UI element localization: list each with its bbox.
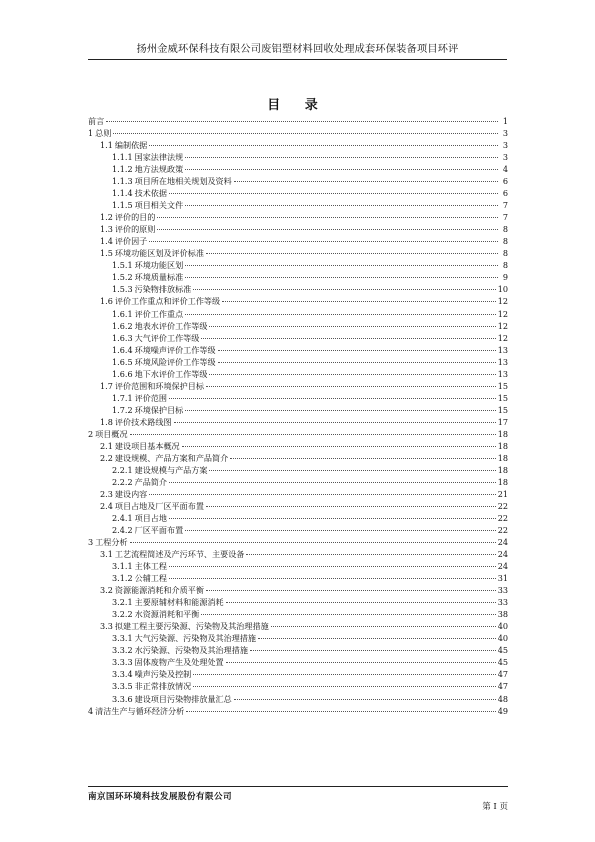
toc-dot-leader [186,710,495,712]
toc-entry-page: 8 [502,236,508,247]
toc-dot-leader [222,300,496,302]
toc-entry-title: 大气污染源、污染物及其治理措施 [134,633,257,644]
toc-entry[interactable] [88,115,508,127]
toc-entry[interactable] [88,344,508,356]
toc-dot-leader [169,397,496,399]
toc-entry-title: 工程分析 [95,537,128,548]
toc-entry-title: 环境保护目标 [134,404,184,415]
toc-entry-number: 1.7 [100,380,113,391]
toc-entry-title: 污染物排放标准 [134,284,192,295]
toc-entry-number: 2.4.2 [112,525,133,536]
toc-entry-number: 2.2 [100,452,113,463]
toc-entry-page: 18 [497,464,508,475]
toc-entry[interactable] [88,488,508,500]
toc-entry-title: 地表水评价工作等级 [134,320,208,331]
toc-entry-title: 工艺流程简述及产污环节、主要设备 [114,549,245,560]
page-footer [88,786,508,812]
toc-entry-title: 建设规模与产品方案 [134,464,208,475]
toc-dot-leader [149,493,495,495]
toc-entry-title: 项目所在地相关规划及资料 [134,176,232,187]
toc-dot-leader [218,361,496,363]
toc-dot-leader [209,373,495,375]
toc-entry-number: 3 [88,537,94,548]
toc-entry-page: 3 [502,152,508,163]
toc-entry-page: 13 [497,368,508,379]
toc-entry[interactable] [88,705,508,717]
toc-entry-title: 国家法律法规 [134,152,184,163]
toc-entry-page: 10 [497,284,508,295]
toc-entry[interactable] [88,187,508,199]
toc-entry-number: 3.3.1 [112,633,133,644]
toc-dot-leader [185,276,498,278]
toc-entry-number: 1.1 [100,140,113,151]
toc-entry-page: 7 [502,212,508,223]
toc-entry[interactable] [88,175,508,187]
toc-entry-page: 7 [502,200,508,211]
toc-entry-page: 18 [497,428,508,439]
toc-entry[interactable] [88,392,508,404]
toc-entry-page: 18 [497,452,508,463]
toc-dot-leader [193,685,495,687]
toc-entry[interactable] [88,680,508,692]
toc-entry-title: 拟建工程主要污染源、污染物及其治理措施 [114,621,269,632]
toc-entry[interactable] [88,560,508,572]
toc-dot-leader [201,613,495,615]
toc-entry[interactable] [88,139,508,151]
toc-entry-page: 8 [502,248,508,259]
toc-entry-number: 3.3.4 [112,669,133,680]
toc-dot-leader [193,288,495,290]
toc-entry-number: 1.5 [100,248,113,259]
toc-entry-title: 环境功能区划及评价标准 [114,248,204,259]
toc-dot-leader [157,228,498,230]
toc-entry-number: 3.2.2 [112,609,133,620]
header-title: 扬州金威环保科技有限公司废铝塑材料回收处理成套环保装备项目环评 [136,44,459,55]
toc-entry-page: 12 [497,320,508,331]
toc-entry-page: 12 [497,296,508,307]
toc-entry-page: 40 [497,621,508,632]
toc-entry-title: 环境质量标准 [134,272,184,283]
toc-entry-page: 45 [497,657,508,668]
toc-entry-page: 15 [497,404,508,415]
toc-entry-number: 1.5.3 [112,284,133,295]
toc-entry[interactable] [88,163,508,175]
toc-entry-number: 1.6.1 [112,308,133,319]
toc-entry-number: 1.5.1 [112,260,133,271]
toc-dot-leader [113,132,498,134]
toc-entry[interactable] [88,271,508,283]
toc-entry-number: 1.6.2 [112,320,133,331]
toc-entry-title: 技术依据 [134,188,167,199]
toc-entry-title: 产品简介 [134,476,167,487]
toc-entry[interactable] [88,476,508,488]
toc-entry[interactable] [88,199,508,211]
toc-entry-number: 1.7.2 [112,404,133,415]
toc-entry-title: 固体废物产生及处理处置 [134,657,224,668]
toc-entry-page: 22 [497,525,508,536]
toc-entry-title: 编制依据 [114,140,148,151]
toc-dot-leader [193,673,495,675]
toc-entry[interactable] [88,404,508,416]
toc-dot-leader [201,337,495,339]
toc-dot-leader [149,240,498,242]
toc-entry-page: 47 [497,669,508,680]
toc-dot-leader [206,589,496,591]
toc-dot-leader [246,553,495,555]
toc-entry-title: 非正常排放情况 [134,681,192,692]
toc-entry[interactable] [88,416,508,428]
toc-entry[interactable] [88,548,508,560]
toc-dot-leader [218,349,496,351]
toc-entry-title: 评价技术路线图 [114,416,172,427]
toc-entry[interactable] [88,127,508,139]
toc-entry-number: 2.2.1 [112,464,133,475]
toc-entry[interactable] [88,512,508,524]
toc-entry-title: 前言 [88,116,105,126]
toc-entry-title: 环境噪声评价工作等级 [134,344,216,355]
toc-entry-title: 项目占地 [134,513,167,524]
toc-dot-leader [185,204,498,206]
toc-dot-leader [206,505,496,507]
toc-entry[interactable] [88,644,508,656]
toc-entry[interactable] [88,620,508,632]
toc-entry[interactable] [88,235,508,247]
toc-entry-page: 4 [502,164,508,175]
toc-dot-leader [226,601,496,603]
toc-dot-leader [230,457,495,459]
toc-entry-page: 12 [497,308,508,319]
toc-entry[interactable] [88,608,508,620]
toc-entry-number: 1.6.5 [112,356,133,367]
toc-entry[interactable] [88,356,508,368]
footer-page-number: 第 I 页 [482,802,508,812]
toc-entry-page: 33 [497,597,508,608]
toc-dot-leader [169,192,498,194]
toc-dot-leader [174,421,496,423]
toc-entry[interactable] [88,632,508,644]
toc-entry-title: 主要原辅材料和能源消耗 [134,597,224,608]
toc-dot-leader [234,698,496,700]
toc-entry-number: 1.1.2 [112,164,133,175]
toc-dot-leader [106,120,498,122]
toc-entry-number: 2.4 [100,501,113,511]
toc-dot-leader [169,565,496,567]
toc-entry-title: 环境功能区划 [134,260,184,271]
toc-entry-page: 21 [497,488,508,499]
toc-dot-leader [209,469,495,471]
toc-dot-leader [149,144,498,146]
toc-entry-number: 1.5.2 [112,272,133,283]
toc-entry-title: 评价因子 [114,236,148,247]
toc-dot-leader [250,649,496,651]
toc-entry-number: 3.2 [100,585,113,596]
toc-entry-number: 3.3.5 [112,681,133,692]
toc-entry-page: 40 [497,633,508,644]
toc-entry-number: 3.3.6 [112,693,133,704]
toc-dot-leader [209,325,495,327]
toc-entry[interactable] [88,259,508,271]
toc-dot-leader [157,216,498,218]
toc-dot-leader [169,517,496,519]
toc-entry[interactable] [88,693,508,705]
footer-organization: 南京国环环境科技发展股份有限公司 [88,792,233,802]
toc-entry-page: 24 [497,561,508,572]
toc-entry-number: 3.2.1 [112,597,133,608]
toc-entry-page: 13 [497,356,508,367]
toc-entry-number: 3.3.2 [112,645,133,656]
toc-entry-title: 水污染源、污染物及其治理措施 [134,645,248,656]
toc-entry-page: 24 [497,549,508,560]
toc-entry-page: 38 [497,609,508,620]
toc-entry-number: 3.3.3 [112,657,133,668]
toc-entry[interactable] [88,295,508,307]
toc-entry[interactable] [88,572,508,584]
toc-entry-title: 评价范围 [134,392,167,403]
toc-entry[interactable] [88,151,508,163]
toc-entry-number: 2 [88,428,94,439]
toc-entry-number: 1.6.6 [112,368,133,379]
toc-entry[interactable] [88,283,508,295]
toc-dot-leader [206,252,498,254]
toc-dot-leader [130,433,496,435]
toc-entry-title: 环境风险评价工作等级 [134,356,216,367]
toc-entry-page: 1 [502,116,508,126]
toc-dot-leader [258,637,496,639]
toc-entry-title: 总则 [95,128,112,139]
toc-entry[interactable] [88,223,508,235]
toc-entry-title: 公辅工程 [134,573,167,584]
toc-dot-leader [169,577,496,579]
toc-entry-page: 9 [502,272,508,283]
toc-entry-title: 大气评价工作等级 [134,332,200,343]
toc-entry[interactable] [88,500,508,512]
toc-entry-page: 22 [497,513,508,524]
toc-entry-page: 8 [502,224,508,235]
toc-entry[interactable] [88,584,508,596]
toc-entry[interactable] [88,536,508,548]
toc-entry-number: 1 [88,128,94,139]
toc-entry-title: 评价范围和环境保护目标 [114,380,204,391]
toc-entry[interactable] [88,368,508,380]
toc-entry[interactable] [88,320,508,332]
toc-entry-title: 地方法规政策 [134,164,184,175]
toc-entry-number: 2.2.2 [112,476,133,487]
toc-entry-number: 1.1.1 [112,152,133,163]
toc-dot-leader [182,445,496,447]
page-title: 目 录 [267,98,328,113]
toc-entry-title: 主体工程 [134,561,167,572]
toc-entry-number: 2.3 [100,488,113,499]
toc-entry-title: 评价的原则 [114,224,156,235]
toc-entry-number: 3.1 [100,549,113,560]
toc-entry[interactable] [88,428,508,440]
toc-entry-title: 厂区平面布置 [134,525,184,536]
toc-entry-page: 8 [502,260,508,271]
toc-entry-number: 1.6.3 [112,332,133,343]
toc-entry-page: 45 [497,645,508,656]
toc-entry-number: 1.4 [100,236,113,247]
toc-entry-title: 评价工作重点 [134,308,184,319]
toc-entry-title: 建设项目污染物排放量汇总 [134,693,232,704]
toc-entry-page: 17 [497,416,508,427]
toc-dot-leader [271,625,496,627]
toc-entry[interactable] [88,668,508,680]
toc-entry-title: 资源能源消耗和介质平衡 [114,585,204,596]
page-header [88,40,507,60]
toc-dot-leader [234,180,498,182]
toc-entry-number: 1.3 [100,224,113,235]
toc-dot-leader [185,529,496,531]
toc-entry-number: 1.2 [100,212,113,223]
toc-entry-number: 1.6.4 [112,344,133,355]
toc-entry-title: 建设规模、产品方案和产品简介 [114,452,229,463]
toc-entry-page: 18 [497,440,508,451]
table-of-contents [88,115,508,717]
toc-dot-leader [185,168,498,170]
toc-entry-title: 项目占地及厂区平面布置 [114,501,204,511]
toc-entry-title: 噪声污染及控制 [134,669,192,680]
toc-dot-leader [185,156,498,158]
toc-entry-title: 建设项目基本概况 [114,440,180,451]
toc-entry-page: 24 [497,537,508,548]
toc-entry[interactable] [88,308,508,320]
toc-entry-number: 3.1.1 [112,561,133,572]
toc-entry-page: 6 [502,176,508,187]
toc-entry-number: 4 [88,705,94,716]
toc-entry-number: 2.1 [100,440,113,451]
toc-entry[interactable] [88,464,508,476]
toc-entry[interactable] [88,247,508,259]
toc-entry[interactable] [88,332,508,344]
toc-entry[interactable] [88,524,508,536]
toc-entry-page: 31 [497,573,508,584]
toc-entry-title: 项目相关文件 [134,200,184,211]
toc-entry-number: 1.6 [100,296,113,307]
toc-entry-page: 13 [497,344,508,355]
toc-entry-page: 22 [497,501,508,511]
toc-dot-leader [185,313,496,315]
toc-entry-page: 47 [497,681,508,692]
toc-entry[interactable] [88,211,508,223]
toc-entry-number: 3.3 [100,621,113,632]
toc-entry-page: 3 [502,128,508,139]
toc-entry-page: 3 [502,140,508,151]
toc-dot-leader [169,481,496,483]
toc-entry-title: 建设内容 [114,488,148,499]
toc-entry-title: 地下水评价工作等级 [134,368,208,379]
toc-entry-title: 评价工作重点和评价工作等级 [114,296,221,307]
toc-entry-title: 评价的目的 [114,212,156,223]
toc-entry-number: 2.4.1 [112,513,133,524]
toc-entry[interactable] [88,596,508,608]
toc-entry-number: 1.1.5 [112,200,133,211]
toc-entry-title: 清洁生产与循环经济分析 [95,705,185,716]
toc-entry-number: 1.1.3 [112,176,133,187]
toc-dot-leader [206,385,496,387]
toc-entry-title: 水资源消耗和平衡 [134,609,200,620]
toc-dot-leader [130,541,496,543]
toc-entry-page: 6 [502,188,508,199]
toc-entry-page: 12 [497,332,508,343]
toc-dot-leader [226,661,496,663]
toc-entry-page: 33 [497,585,508,596]
toc-entry-page: 15 [497,380,508,391]
toc-entry-page: 15 [497,392,508,403]
toc-dot-leader [185,409,496,411]
toc-entry-number: 3.1.2 [112,573,133,584]
toc-entry-title: 项目概况 [95,428,128,439]
toc-entry[interactable] [88,440,508,452]
toc-entry-page: 48 [497,693,508,704]
toc-dot-leader [185,264,498,266]
toc-entry[interactable] [88,452,508,464]
toc-entry[interactable] [88,656,508,668]
toc-entry-number: 1.7.1 [112,392,133,403]
toc-entry[interactable] [88,380,508,392]
toc-entry-page: 49 [497,705,508,716]
toc-entry-number: 1.8 [100,416,113,427]
toc-entry-number: 1.1.4 [112,188,133,199]
toc-entry-page: 18 [497,476,508,487]
